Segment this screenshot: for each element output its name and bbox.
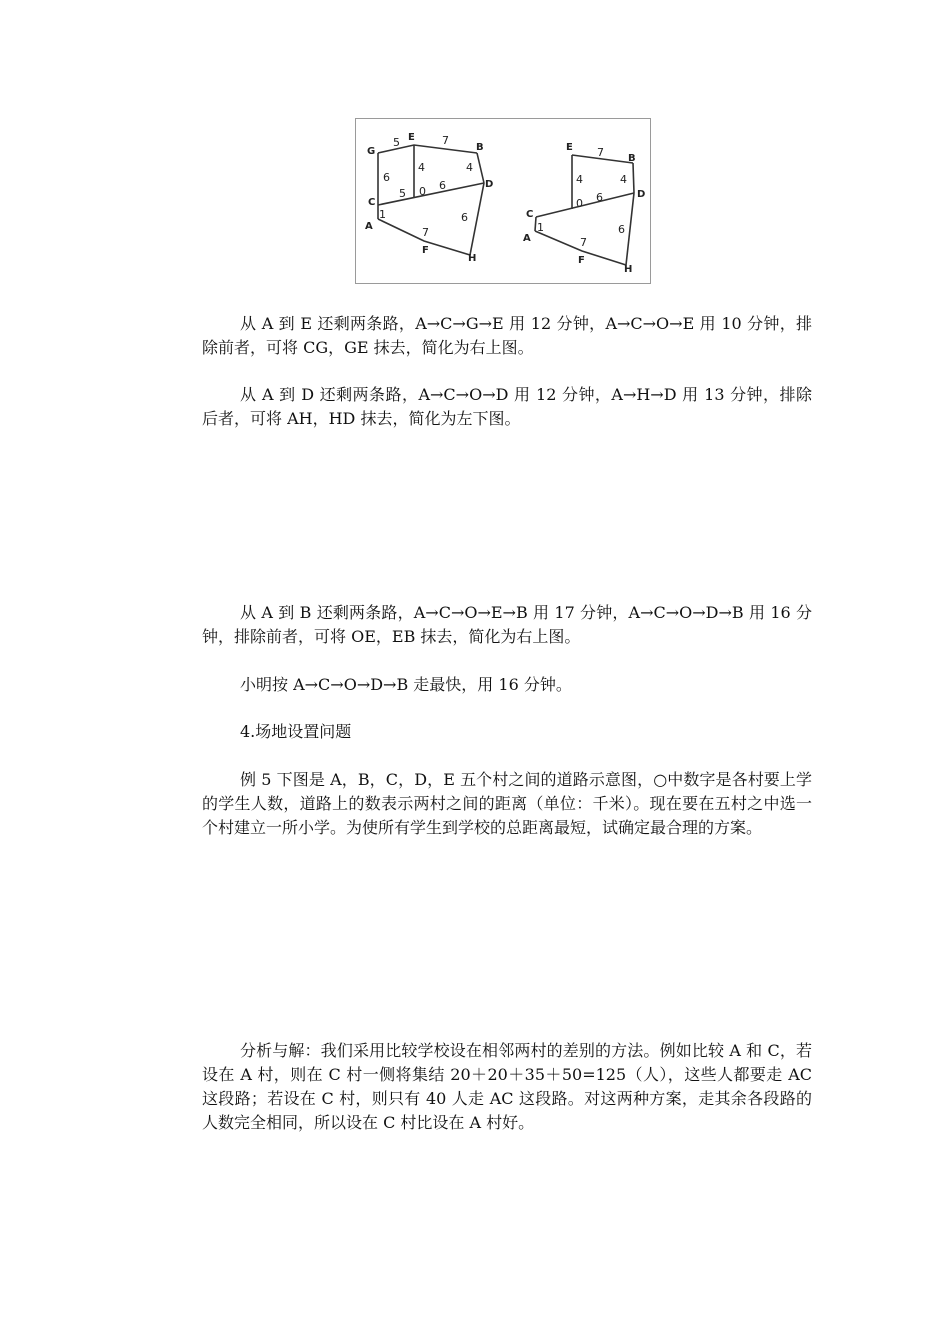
right-weight-od: 6	[596, 191, 603, 204]
paragraph-a-to-e: 从 A 到 E 还剩两条路，A→C→G→E 用 12 分钟，A→C→O→E 用 10 分钟，排除前者，可将 CG，GE 抹去，简化为右上图。	[202, 314, 812, 357]
left-weight-eo: 4	[418, 161, 425, 174]
left-edge-bd	[477, 153, 484, 183]
left-edge-dh	[470, 183, 484, 255]
right-edge-cd	[536, 193, 634, 217]
left-node-g: G	[367, 146, 376, 157]
paragraph-fastest-route: 小明按 A→C→O→D→B 走最快，用 16 分钟。	[240, 675, 572, 694]
right-weight-afh: 7	[580, 236, 587, 249]
paragraph-a-to-b: 从 A 到 B 还剩两条路，A→C→O→E→B 用 17 分钟，A→C→O→D→B 用 16 分钟，排除前者，可将 OE，EB 抹去，简化为右上图。	[202, 603, 812, 646]
left-node-b: B	[476, 142, 484, 153]
right-node-b: B	[628, 153, 636, 164]
left-route-diagram	[365, 132, 493, 264]
left-node-f: F	[422, 245, 429, 256]
left-node-c: C	[368, 197, 376, 208]
right-node-f: F	[578, 255, 585, 266]
left-weight-gc: 6	[383, 171, 390, 184]
right-node-e: E	[566, 142, 573, 153]
right-weight-eo: 4	[576, 173, 583, 186]
section-heading: 4.场地设置问题	[240, 722, 352, 741]
left-weight-ac: 1	[379, 208, 386, 221]
right-node-h: H	[624, 264, 633, 275]
left-node-a: A	[365, 221, 373, 232]
right-node-a: A	[523, 233, 531, 244]
left-weight-co: 5	[399, 187, 406, 200]
left-node-h: H	[468, 253, 477, 264]
right-node-d: D	[637, 189, 646, 200]
left-weight-dh: 6	[461, 211, 468, 224]
paragraph-analysis: 分析与解：我们采用比较学校设在相邻两村的差别的方法。例如比较 A 和 C，若设在 A 村，则在 C 村一侧将集结 20＋20＋35＋50=125（人），这些人都要走 AC 这段路；若设在 C 村，则只有 40 人走 AC 这段路。对这两种方案，走其余各段路的人数完全相同，所以设在 C 村比设在 A 村好。	[202, 1041, 812, 1132]
left-edge-cd	[378, 183, 484, 205]
paragraph-a-to-d: 从 A 到 D 还剩两条路，A→C→O→D 用 12 分钟，A→H→D 用 13 分钟，排除后者，可将 AH，HD 抹去，简化为左下图。	[202, 385, 812, 428]
right-node-c: C	[526, 209, 534, 220]
route-diagrams-figure	[355, 118, 651, 284]
right-edge-bd	[633, 163, 634, 193]
right-route-diagram	[523, 142, 645, 275]
right-edge-dh	[626, 193, 634, 265]
right-weight-dh: 6	[618, 223, 625, 236]
right-weight-eb: 7	[597, 146, 604, 159]
left-weight-bd: 4	[466, 161, 473, 174]
right-edge-ca	[535, 217, 536, 231]
left-node-o: 0	[419, 185, 426, 198]
left-weight-eb: 7	[442, 134, 449, 147]
paragraph-example-5: 例 5 下图是 A，B，C，D，E 五个村之间的道路示意图，○中数字是各村要上学的学生人数，道路上的数表示两村之间的距离（单位：千米）。现在要在五村之中选一个村建立一所小学。为使所有学生到学校的总距离最短，试确定最合理的方案。	[202, 770, 812, 837]
right-node-o: 0	[576, 197, 583, 210]
left-node-d: D	[485, 179, 494, 190]
left-weight-od: 6	[439, 179, 446, 192]
left-weight-afh: 7	[422, 226, 429, 239]
left-weight-ge: 5	[393, 136, 400, 149]
right-weight-bd: 4	[620, 173, 627, 186]
right-weight-ac: 1	[537, 221, 544, 234]
route-diagrams-svg	[356, 119, 652, 285]
left-node-e: E	[408, 132, 415, 143]
